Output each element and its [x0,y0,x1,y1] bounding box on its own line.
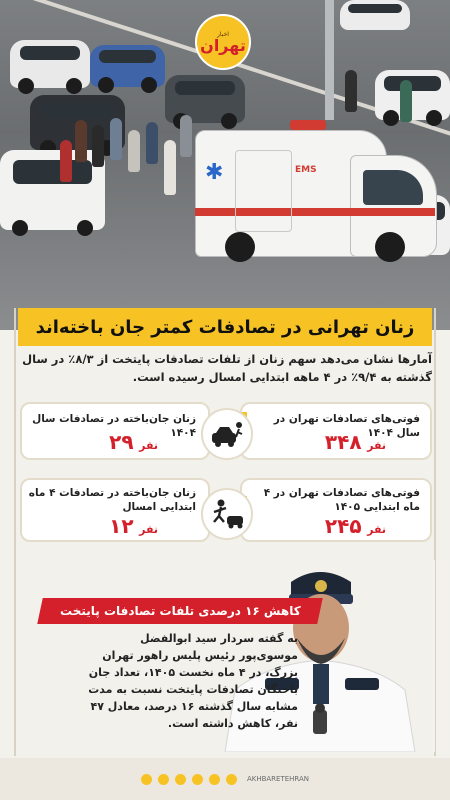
car [375,70,450,120]
pedestrian [164,140,176,195]
street-pole [325,0,334,120]
headline-text: زنان تهرانی در تصادفات کمتر جان باخته‌اند [35,316,415,338]
pedestrian [146,122,158,164]
pedestrian-crash-icon [201,488,253,540]
footer-social-bar [0,758,450,800]
stat-number: ۲۹ [109,430,134,454]
stat-card-total-1404 [240,402,432,460]
pedestrian [180,115,192,157]
lead-paragraph: آمارها نشان می‌دهد سهم زنان از تلفات تصادفات پایتخت از ۸/۳٪ در سال گذشته به ۹/۴٪ در ۴ ماهه ابتدایی امسال رسیده است. [22,352,432,384]
logo-main: تهران [200,35,246,55]
footer-handle: AKHBARETEHRAN [246,775,310,783]
pedestrian [110,118,122,160]
stat-unit: نفر [139,439,158,452]
stat-card-women-1405 [20,478,210,542]
headline-bar [18,308,432,346]
stat-label: زنان جان‌باخته در تصادفات ۴ ماه ابتدایی امسال [28,487,196,513]
stat-value [325,430,390,454]
stat-label: زنان جان‌باخته در تصادفات سال ۱۴۰۴ [32,413,196,439]
star-of-life-icon: ✱ [205,160,224,185]
social-icon[interactable] [141,774,152,785]
pedestrian [400,80,412,122]
social-icon[interactable] [209,774,220,785]
car [340,0,410,30]
pedestrian [92,125,104,167]
ems-text-icon: EMS [295,165,317,175]
stat-number: ۲۴۵ [324,514,362,538]
stat-card-total-1405 [240,478,432,542]
stat-number: ۳۴۸ [324,430,362,454]
stat-value [109,430,162,454]
quote-banner [37,598,323,624]
car [90,45,165,87]
stat-label: فوتی‌های تصادفات تهران در ۴ ماه ابتدایی ۱۴۰۵ [263,487,420,513]
stat-value [325,514,390,538]
logo-sub: اخبار [217,30,229,38]
pedestrian [75,120,87,162]
quote-banner-text: کاهش ۱۶ درصدی تلفات تصادفات پایتخت [59,604,301,618]
car [165,75,245,123]
stat-number: ۱۲ [109,514,134,538]
pedestrian [128,130,140,172]
quote-text: به گفته سردار سید ابوالفضل موسوی‌پور رئیس پلیس راهور تهران بزرگ، در ۴ ماه نخست ۱۴۰۵، تعداد جان باختگان تصادفات پایتخت نسبت به مدت مشابه سال گذشته ۱۶ درصد، معادل ۴۷ نفر، کاهش داشته است. [88,632,298,730]
car [10,40,90,88]
social-icon[interactable] [175,774,186,785]
stat-card-women-1404 [20,402,210,460]
pedestrian [60,140,72,182]
pedestrian [345,70,357,112]
stat-value [109,514,162,538]
ambulance [195,120,435,290]
stat-label: فوتی‌های تصادفات تهران در سال ۱۴۰۴ [273,413,420,439]
social-icon[interactable] [226,774,237,785]
news-logo [195,14,251,70]
car [0,150,105,230]
social-icon[interactable] [158,774,169,785]
stat-unit: نفر [367,439,386,452]
social-icon[interactable] [192,774,203,785]
stat-unit: نفر [367,523,386,536]
stat-unit: نفر [139,523,158,536]
car-crash-icon [201,408,253,460]
